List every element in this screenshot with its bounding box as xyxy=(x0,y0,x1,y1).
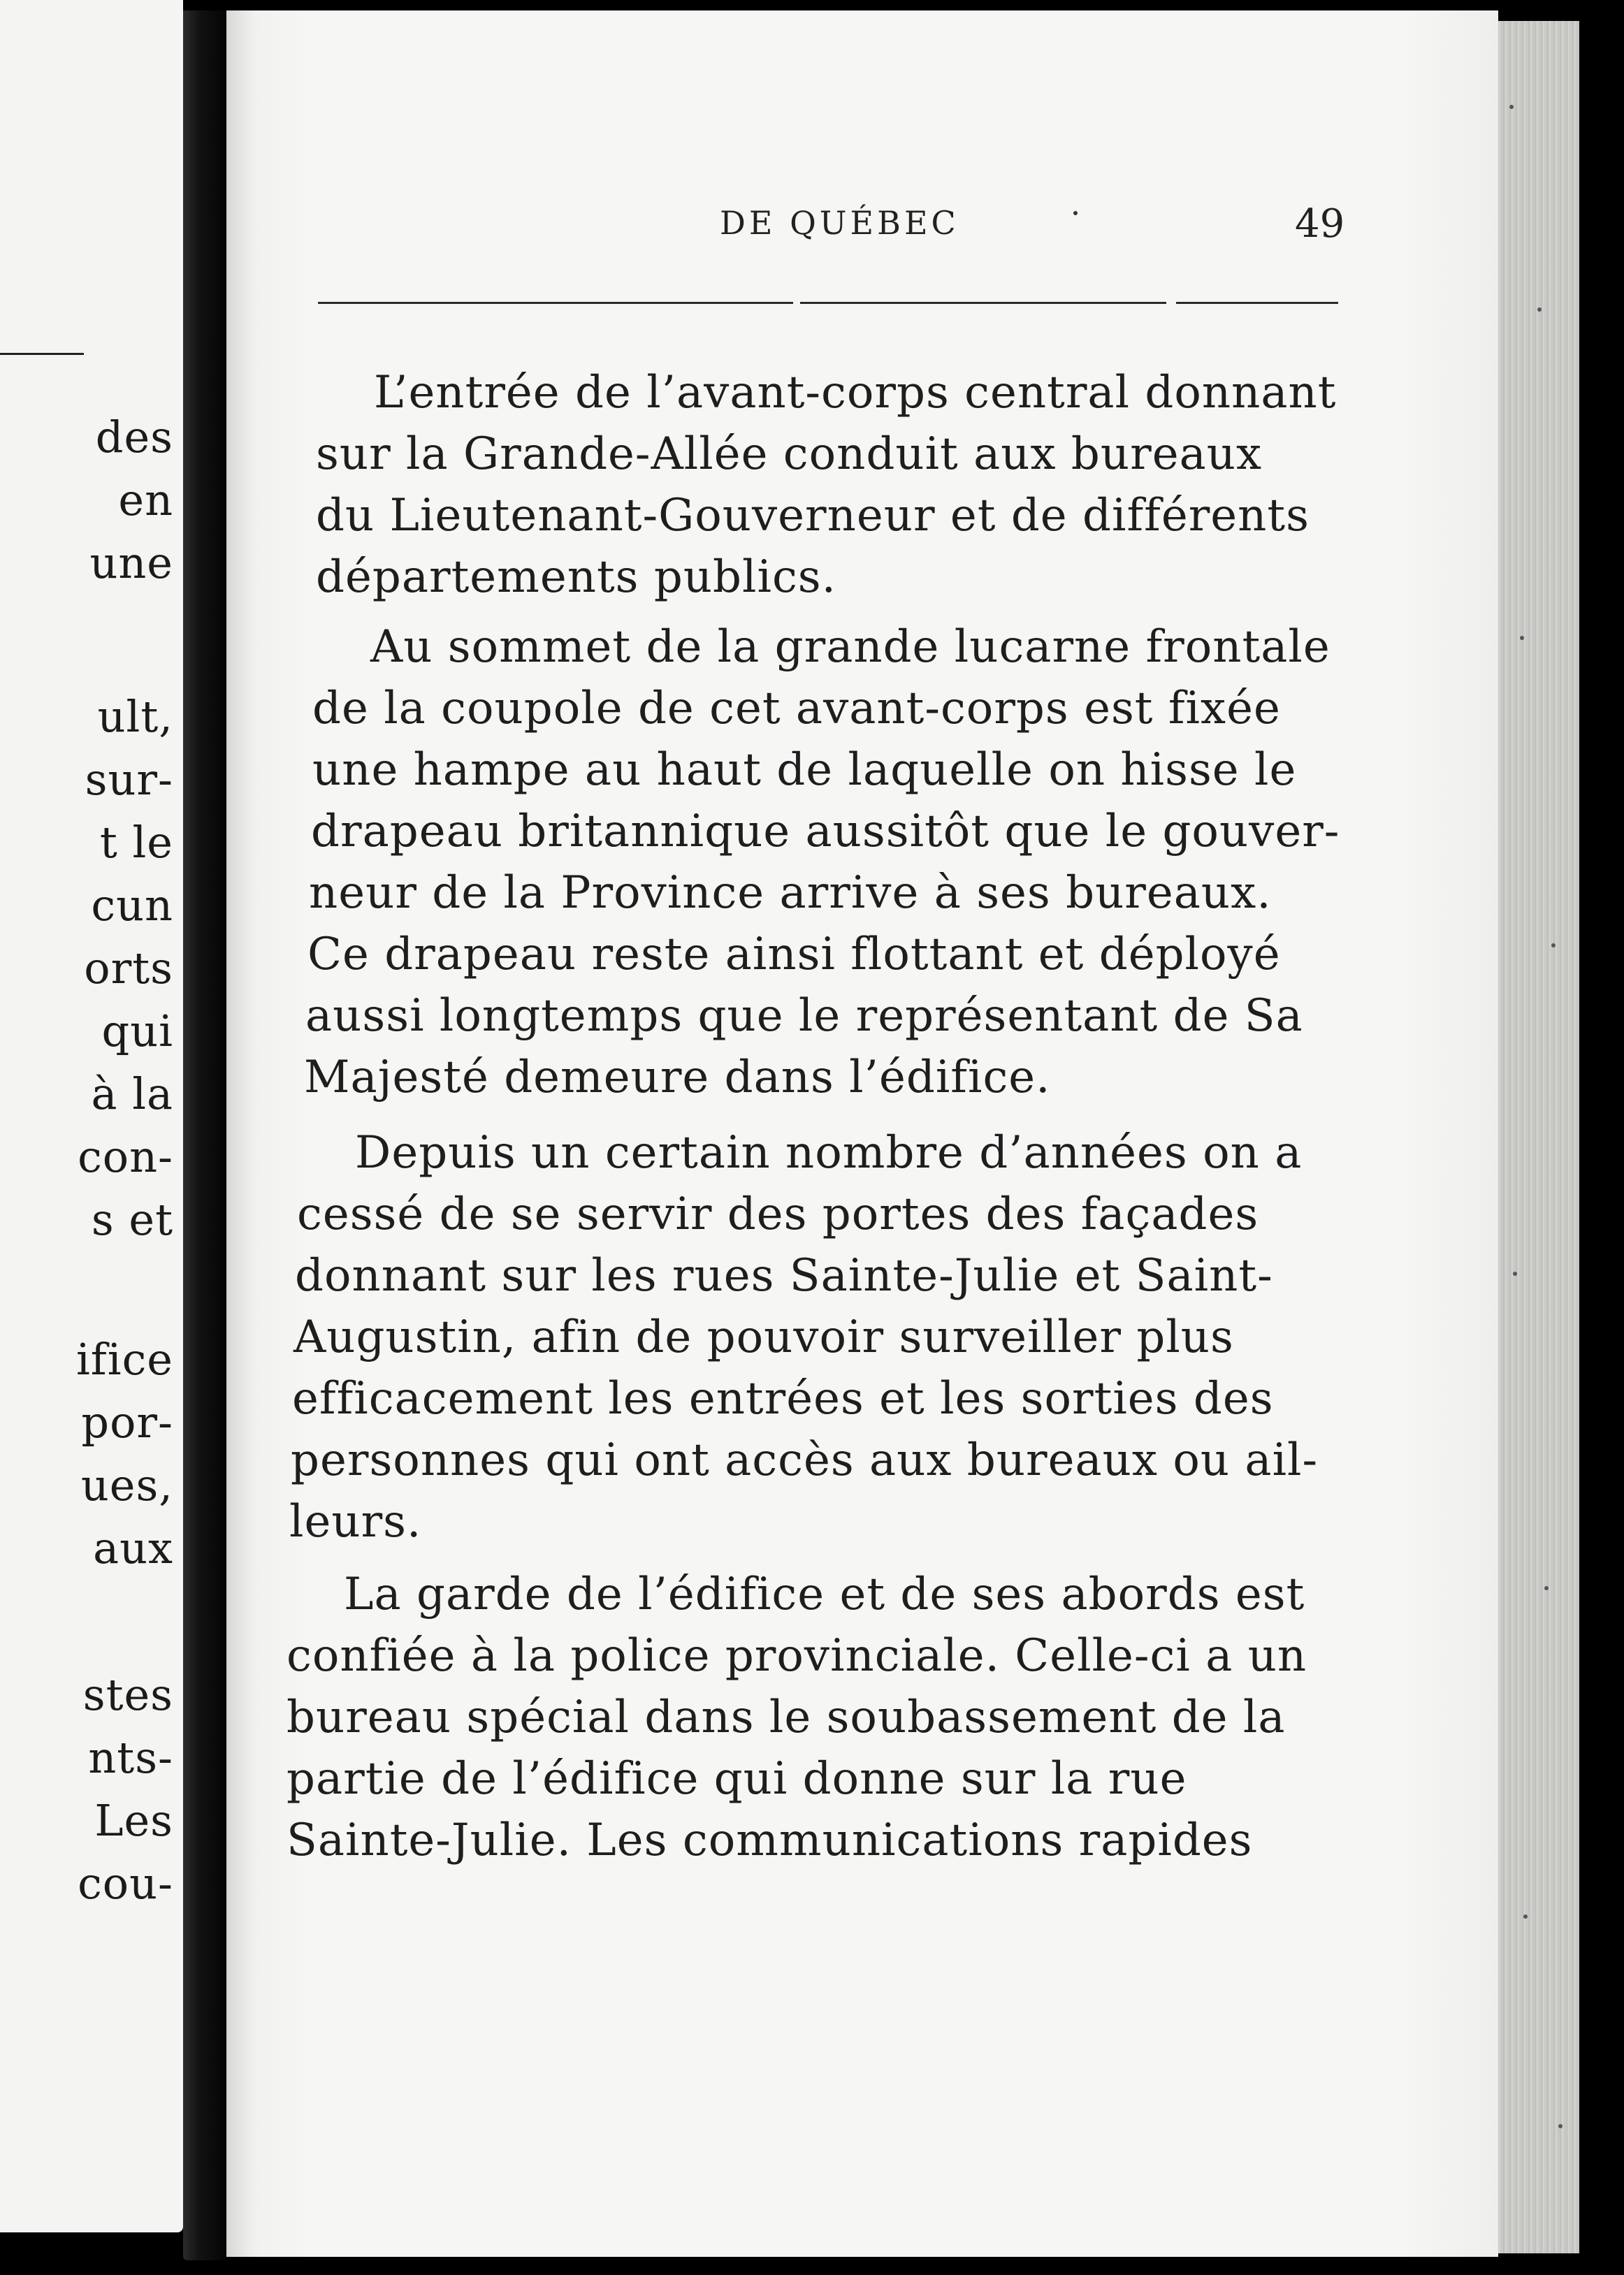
text-line: bureau spécial dans le soubassement de la xyxy=(287,1692,1286,1743)
text-line: confiée à la police provinciale. Celle-ci a un xyxy=(287,1630,1307,1682)
text-line: L’entrée de l’avant-corps central donnant xyxy=(374,367,1337,419)
text-line: personnes qui ont accès aux bureaux ou ail- xyxy=(291,1434,1319,1486)
left-page-fragment: qui xyxy=(101,1005,173,1056)
running-header-title: DE QUÉBEC xyxy=(720,204,959,242)
left-page-fragment: aux xyxy=(93,1522,173,1573)
left-page-fragment: ues, xyxy=(80,1460,173,1511)
text-line: donnant sur les rues Sainte-Julie et Saint- xyxy=(295,1250,1273,1302)
edge-speck xyxy=(1523,1914,1528,1919)
text-line: cessé de se servir des portes des façades xyxy=(297,1189,1259,1240)
left-page-fragment: en xyxy=(118,474,173,525)
text-line: Sainte-Julie. Les communications rapides xyxy=(287,1815,1253,1866)
edge-speck xyxy=(1513,1272,1517,1276)
left-page-fragment: ifice xyxy=(75,1334,173,1385)
text-line: Au sommet de la grande lucarne frontale xyxy=(370,621,1331,673)
left-page-fragment: à la xyxy=(91,1068,173,1119)
edge-speck xyxy=(1537,307,1542,312)
page-number: 49 xyxy=(1295,201,1345,247)
left-page-fragment: por- xyxy=(81,1397,173,1448)
left-page-fragment: stes xyxy=(82,1669,173,1720)
book-gutter xyxy=(183,10,226,2260)
left-page-fragment: orts xyxy=(84,943,173,994)
text-line: Augustin, afin de pouvoir surveiller plus xyxy=(293,1311,1234,1363)
left-page-fragment: t le xyxy=(99,817,173,868)
edge-speck xyxy=(1544,1586,1549,1590)
text-line: Ce drapeau reste ainsi flottant et déployé xyxy=(307,929,1281,980)
text-line: La garde de l’édifice et de ses abords est xyxy=(344,1569,1305,1620)
edge-speck xyxy=(1558,2124,1563,2128)
edge-speck xyxy=(1509,105,1514,109)
left-page-fragment: con- xyxy=(78,1131,173,1182)
edge-speck xyxy=(1520,636,1524,640)
text-line: leurs. xyxy=(289,1496,422,1548)
text-line: de la coupole de cet avant-corps est fixée xyxy=(312,683,1281,734)
left-page-fragment: Les xyxy=(94,1795,173,1846)
text-line: sur la Grande-Allée conduit aux bureaux xyxy=(316,428,1263,480)
left-page-fragment: une xyxy=(89,537,173,588)
edge-speck xyxy=(1551,943,1556,947)
text-line: aussi longtemps que le représentant de Sa xyxy=(305,990,1303,1042)
left-page-fragment: ult, xyxy=(97,691,173,742)
header-rule xyxy=(318,302,1338,304)
text-line: partie de l’édifice qui donne sur la rue xyxy=(287,1753,1187,1805)
text-line: départements publics. xyxy=(316,551,836,603)
header-ink-dot xyxy=(1073,211,1078,215)
text-line: neur de la Province arrive à ses bureaux. xyxy=(309,867,1272,919)
page-edge-stack xyxy=(1495,21,1579,2253)
left-page-fragment: cun xyxy=(91,880,173,931)
left-facing-page xyxy=(0,0,183,2232)
left-page-header-rule xyxy=(0,353,84,355)
text-line: drapeau britannique aussitôt que le gouver- xyxy=(311,806,1340,857)
left-page-fragment: nts- xyxy=(88,1732,173,1783)
text-line: Majesté demeure dans l’édifice. xyxy=(304,1052,1051,1103)
text-line: une hampe au haut de laquelle on hisse le xyxy=(312,744,1297,796)
text-line: efficacement les entrées et les sorties des xyxy=(292,1373,1274,1425)
left-page-fragment: s et xyxy=(91,1194,173,1245)
text-line: Depuis un certain nombre d’années on a xyxy=(355,1127,1303,1179)
text-line: du Lieutenant-Gouverneur et de différents xyxy=(316,490,1310,542)
left-page-fragment: sur- xyxy=(85,754,173,805)
left-page-fragment: des xyxy=(95,412,173,463)
left-page-fragment: cou- xyxy=(78,1858,173,1909)
